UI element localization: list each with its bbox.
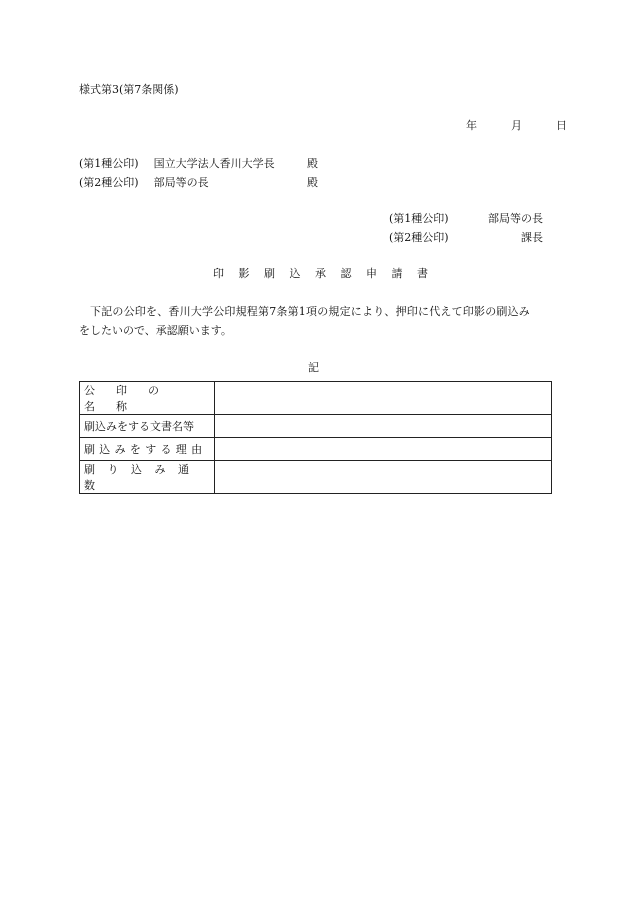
form-number: 様式第3(第7条関係) — [79, 83, 179, 96]
table-row — [80, 438, 552, 461]
row-label-copies: 刷り込み通数 — [80, 461, 215, 494]
table-row — [80, 461, 552, 494]
addressee-2-honorific: 殿 — [307, 176, 318, 189]
addressee-1-type: (第1種公印) — [79, 157, 139, 170]
applicant-2-type: (第2種公印) — [389, 231, 449, 244]
row-value-copies[interactable] — [215, 461, 552, 494]
addressee-2-name: 部局等の長 — [153, 176, 209, 189]
row-label-reason: 刷込みをする理由 — [80, 438, 215, 461]
applicant-1-name: 部局等の長 — [488, 212, 543, 225]
date-line — [466, 119, 567, 132]
table-row — [80, 382, 552, 415]
addressee-2-type: (第2種公印) — [79, 176, 139, 189]
row-value-document-name[interactable] — [215, 415, 552, 438]
applicant-2-name: 課長 — [521, 231, 543, 244]
row-label-seal-name: 公印の名称 — [80, 382, 215, 415]
document-title: 印影刷込承認申請書 — [213, 267, 443, 280]
date-year: 年 — [466, 119, 477, 132]
row-label-document-name: 刷込みをする文書名等 — [80, 415, 215, 438]
table-row — [80, 415, 552, 438]
addressee-1-name: 国立大学法人香川大学長 — [153, 157, 275, 170]
row-value-seal-name[interactable] — [215, 382, 552, 415]
applicant-1-type: (第1種公印) — [389, 212, 449, 225]
date-day: 日 — [556, 119, 567, 132]
body-line-1: 下記の公印を、香川大学公印規程第7条第1項の規定により、押印に代えて印影の刷込み — [90, 305, 530, 318]
addressee-2 — [79, 176, 209, 189]
ki-label: 記 — [308, 361, 319, 374]
addressee-1-honorific: 殿 — [307, 157, 318, 170]
addressee-1 — [79, 157, 275, 170]
body-line-2: をしたいので、承認願います。 — [79, 324, 232, 337]
date-month: 月 — [511, 119, 522, 132]
details-table — [79, 381, 552, 494]
row-value-reason[interactable] — [215, 438, 552, 461]
